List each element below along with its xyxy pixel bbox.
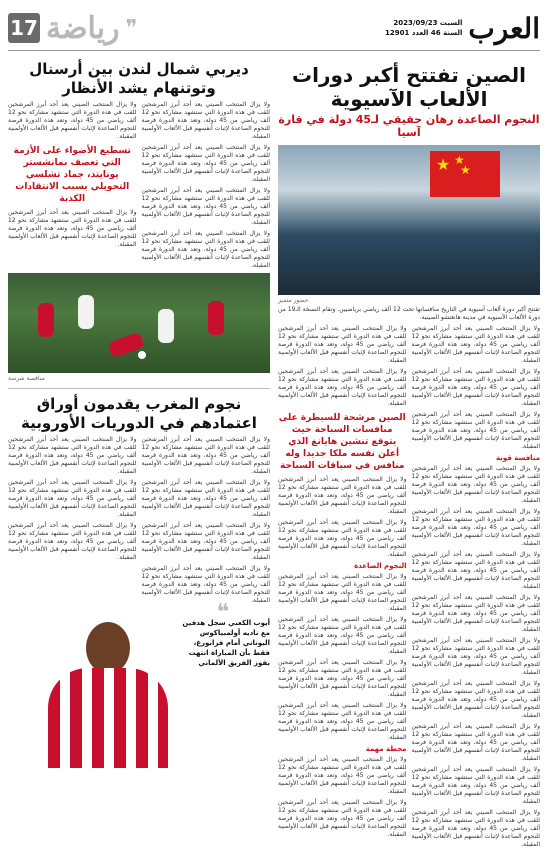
derby-col-1 [142, 101, 271, 273]
derby-body [8, 101, 270, 273]
morocco-headline: نجوم المغرب يقدمون أوراق اعتمادهم في الدوريات الأوروبية [21, 395, 257, 432]
page-number: 17 [8, 13, 40, 43]
main-photo [278, 145, 540, 295]
quote-icon: ❞ [125, 15, 138, 41]
pullquote-text: أيوب الكعبي سجل هدفين مع ناديه أولمبياكوس اليوناني أمام فرابورغ، فقط بأن المباراة انتهت بفوز الفريق الألماني [182, 619, 270, 667]
body-paragraph: ولا يزال المنتخب الصيني يعد أحد أبرز المرشحين للقب في هذه الدورة التي ستشهد مشاركة نحو 12 ألف رياضي من 45 دولة، وتعد هذه الدورة فرصة للنجوم الصاعدة لإثبات أنفسهم قبل الألعاب الأولمبية المقبلة. [141, 187, 270, 226]
body-paragraph: ولا يزال المنتخب الصيني يعد أحد أبرز المرشحين للقب في هذه الدورة التي ستشهد مشاركة نحو 12 ألف رياضي من 45 دولة، وتعد هذه الدورة فرصة للنجوم الصاعدة لإثبات أنفسهم قبل الألعاب الأولمبية المقبلة. [411, 551, 540, 590]
player-figure [38, 303, 54, 337]
body-paragraph: ولا يزال المنتخب الصيني يعد أحد أبرز المرشحين للقب في هذه الدورة التي ستشهد مشاركة نحو 12 ألف رياضي من 45 دولة، وتعد هذه الدورة فرصة للنجوم الصاعدة لإثبات أنفسهم قبل الألعاب الأولمبية المقبلة. [278, 616, 407, 655]
body-paragraph: ولا يزال المنتخب الصيني يعد أحد أبرز المرشحين للقب في هذه الدورة التي ستشهد مشاركة نحو 12 ألف رياضي من 45 دولة، وتعد هذه الدورة فرصة للنجوم الصاعدة لإثبات أنفسهم قبل الألعاب الأولمبية المقبلة. [411, 680, 540, 719]
body-paragraph: ولا يزال المنتخب الصيني يعد أحد أبرز المرشحين للقب في هذه الدورة التي ستشهد مشاركة نحو 12 ألف رياضي من 45 دولة، وتعد هذه الدورة فرصة للنجوم الصاعدة لإثبات أنفسهم قبل الألعاب الأولمبية المقبلة. [141, 436, 270, 475]
derby-headline: ديربي شمال لندن بين أرسنال وتوتنهام يشد الأنظار [29, 60, 249, 97]
body-paragraph: ولا يزال المنتخب الصيني يعد أحد أبرز المرشحين للقب في هذه الدورة التي ستشهد مشاركة نحو 12 ألف رياضي من 45 دولة، وتعد هذه الدورة فرصة للنجوم الصاعدة لإثبات أنفسهم قبل الألعاب الأولمبية المقبلة. [141, 144, 270, 183]
body-paragraph: ولا يزال المنتخب الصيني يعد أحد أبرز المرشحين للقب في هذه الدورة التي ستشهد مشاركة نحو 12 ألف رياضي من 45 دولة، وتعد هذه الدورة فرصة للنجوم الصاعدة لإثبات أنفسهم قبل الألعاب الأولمبية المقبلة. [278, 325, 407, 364]
swimming-box: الصين مرشحة للسيطرة على منافسات السباحة حيث يتوقع تنشين هايانغ الذي أعلن نفسه ملكا جديدا وله منافس في سباقات السباحة [278, 413, 406, 471]
body-paragraph: ولا يزال المنتخب الصيني يعد أحد أبرز المرشحين للقب في هذه الدورة التي ستشهد مشاركة نحو 12 ألف رياضي من 45 دولة، وتعد هذه الدورة فرصة للنجوم الصاعدة لإثبات أنفسهم قبل الألعاب الأولمبية المقبلة. [141, 101, 270, 140]
body-paragraph: ولا يزال المنتخب الصيني يعد أحد أبرز المرشحين للقب في هذه الدورة التي ستشهد مشاركة نحو 12 ألف رياضي من 45 دولة، وتعد هذه الدورة فرصة للنجوم الصاعدة لإثبات أنفسهم قبل الألعاب الأولمبية المقبلة. [141, 522, 270, 561]
body-paragraph: ولا يزال المنتخب الصيني يعد أحد أبرز المرشحين للقب في هذه الدورة التي ستشهد مشاركة نحو 12 ألف رياضي من 45 دولة، وتعد هذه الدورة فرصة للنجوم الصاعدة لإثبات أنفسهم قبل الألعاب الأولمبية المقبلة. [411, 508, 540, 547]
main-body-columns [278, 325, 540, 852]
quote-icon: ❝ [216, 600, 230, 625]
body-paragraph: ولا يزال المنتخب الصيني يعد أحد أبرز المرشحين للقب في هذه الدورة التي ستشهد مشاركة نحو 12 ألف رياضي من 45 دولة، وتعد هذه الدورة فرصة للنجوم الصاعدة لإثبات أنفسهم قبل الألعاب الأولمبية المقبلة. [278, 799, 407, 838]
body-paragraph: ولا يزال المنتخب الصيني يعد أحد أبرز المرشحين للقب في هذه الدورة التي ستشهد مشاركة نحو 12 ألف رياضي من 45 دولة، وتعد هذه الدورة فرصة للنجوم الصاعدة لإثبات أنفسهم قبل الألعاب الأولمبية المقبلة. [411, 368, 540, 407]
body-paragraph: ولا يزال المنتخب الصيني يعد أحد أبرز المرشحين للقب في هذه الدورة التي ستشهد مشاركة نحو 12 ألف رياضي من 45 دولة، وتعد هذه الدورة فرصة للنجوم الصاعدة لإثبات أنفسهم قبل الألعاب الأولمبية المقبلة. [278, 659, 407, 698]
main-subheadline: النجوم الصاعدة رهان حقيقي لـ45 دولة في قارة آسيا [278, 113, 540, 139]
player-jersey [48, 668, 168, 768]
issue-number: السنة 46 العدد 12901 [385, 29, 463, 37]
page-columns [8, 57, 540, 852]
body-paragraph: ولا يزال المنتخب الصيني يعد أحد أبرز المرشحين للقب في هذه الدورة التي ستشهد مشاركة نحو 12 ألف رياضي من 45 دولة، وتعد هذه الدورة فرصة للنجوم الصاعدة لإثبات أنفسهم قبل الألعاب الأولمبية المقبلة. [278, 476, 407, 515]
body-col-1 [412, 325, 541, 852]
body-paragraph: ولا يزال المنتخب الصيني يعد أحد أبرز المرشحين للقب في هذه الدورة التي ستشهد مشاركة نحو 12 ألف رياضي من 45 دولة، وتعد هذه الدورة فرصة للنجوم الصاعدة لإثبات أنفسهم قبل الألعاب الأولمبية المقبلة. [8, 209, 137, 248]
player-figure [208, 301, 224, 335]
section-block [8, 11, 137, 46]
body-paragraph: ولا يزال المنتخب الصيني يعد أحد أبرز المرشحين للقب في هذه الدورة التي ستشهد مشاركة نحو 12 ألف رياضي من 45 دولة، وتعد هذه الدورة فرصة للنجوم الصاعدة لإثبات أنفسهم قبل الألعاب الأولمبية المقبلة. [141, 565, 270, 604]
body-paragraph: ولا يزال المنتخب الصيني يعد أحد أبرز المرشحين للقب في هذه الدورة التي ستشهد مشاركة نحو 12 ألف رياضي من 45 دولة، وتعد هذه الدورة فرصة للنجوم الصاعدة لإثبات أنفسهم قبل الألعاب الأولمبية المقبلة. [8, 522, 137, 561]
section-title: رياضة [46, 10, 120, 46]
player-figure [158, 309, 174, 343]
body-paragraph: ولا يزال المنتخب الصيني يعد أحد أبرز المرشحين للقب في هذه الدورة التي ستشهد مشاركة نحو 12 ألف رياضي من 45 دولة، وتعد هذه الدورة فرصة للنجوم الصاعدة لإثبات أنفسهم قبل الألعاب الأولمبية المقبلة. [411, 809, 540, 848]
body-paragraph: ولا يزال المنتخب الصيني يعد أحد أبرز المرشحين للقب في هذه الدورة التي ستشهد مشاركة نحو 12 ألف رياضي من 45 دولة، وتعد هذه الدورة فرصة للنجوم الصاعدة لإثبات أنفسهم قبل الألعاب الأولمبية المقبلة. [141, 479, 270, 518]
ball [138, 351, 146, 359]
main-story [278, 57, 540, 852]
side-stories [8, 57, 270, 852]
body-paragraph: ولا يزال المنتخب الصيني يعد أحد أبرز المرشحين للقب في هذه الدورة التي ستشهد مشاركة نحو 12 ألف رياضي من 45 دولة، وتعد هذه الدورة فرصة للنجوم الصاعدة لإثبات أنفسهم قبل الألعاب الأولمبية المقبلة. [8, 101, 137, 140]
derby-photo [8, 273, 270, 373]
main-lead [278, 306, 540, 322]
subhead-rising-stars: النجوم الصاعدة [354, 562, 407, 570]
body-paragraph: ولا يزال المنتخب الصيني يعد أحد أبرز المرشحين للقب في هذه الدورة التي ستشهد مشاركة نحو 12 ألف رياضي من 45 دولة، وتعد هذه الدورة فرصة للنجوم الصاعدة لإثبات أنفسهم قبل الألعاب الأولمبية المقبلة. [8, 479, 137, 518]
player-figure [78, 295, 94, 329]
derby-col-2 [8, 101, 137, 273]
divider [8, 388, 270, 389]
body-col-2 [278, 325, 407, 852]
subhead-milestone: محطة مهمة [365, 745, 407, 753]
subhead-competition: منافسة قوية [495, 454, 540, 462]
brand-block [385, 12, 540, 45]
morocco-col-2 [8, 436, 137, 608]
morocco-pullquote [176, 600, 270, 668]
body-paragraph: ولا يزال المنتخب الصيني يعد أحد أبرز المرشحين للقب في هذه الدورة التي ستشهد مشاركة نحو 12 ألف رياضي من 45 دولة، وتعد هذه الدورة فرصة للنجوم الصاعدة لإثبات أنفسهم قبل الألعاب الأولمبية المقبلة. [411, 723, 540, 762]
body-paragraph: ولا يزال المنتخب الصيني يعد أحد أبرز المرشحين للقب في هذه الدورة التي ستشهد مشاركة نحو 12 ألف رياضي من 45 دولة، وتعد هذه الدورة فرصة للنجوم الصاعدة لإثبات أنفسهم قبل الألعاب الأولمبية المقبلة. [141, 230, 270, 269]
derby-pullquote: تسطيع الأضواء على الأزمة التي تعصف بمانشستر يونايتد، جماد تشلسي التحويلي بسبب الانتقادات الكذبة [13, 146, 131, 204]
derby-photo-caption: منافسة شرسة [8, 375, 45, 382]
morocco-body [8, 436, 270, 608]
newspaper-logo: العرب [468, 11, 540, 45]
player-face [86, 622, 130, 674]
body-paragraph: ولا يزال المنتخب الصيني يعد أحد أبرز المرشحين للقب في هذه الدورة التي ستشهد مشاركة نحو 12 ألف رياضي من 45 دولة، وتعد هذه الدورة فرصة للنجوم الصاعدة لإثبات أنفسهم قبل الألعاب الأولمبية المقبلة. [411, 766, 540, 805]
body-paragraph: ولا يزال المنتخب الصيني يعد أحد أبرز المرشحين للقب في هذه الدورة التي ستشهد مشاركة نحو 12 ألف رياضي من 45 دولة، وتعد هذه الدورة فرصة للنجوم الصاعدة لإثبات أنفسهم قبل الألعاب الأولمبية المقبلة. [278, 368, 407, 407]
body-paragraph: ولا يزال المنتخب الصيني يعد أحد أبرز المرشحين للقب في هذه الدورة التي ستشهد مشاركة نحو 12 ألف رياضي من 45 دولة، وتعد هذه الدورة فرصة للنجوم الصاعدة لإثبات أنفسهم قبل الألعاب الأولمبية المقبلة. [278, 756, 407, 795]
body-paragraph: ولا يزال المنتخب الصيني يعد أحد أبرز المرشحين للقب في هذه الدورة التي ستشهد مشاركة نحو 12 ألف رياضي من 45 دولة، وتعد هذه الدورة فرصة للنجوم الصاعدة لإثبات أنفسهم قبل الألعاب الأولمبية المقبلة. [411, 411, 540, 450]
body-paragraph: ولا يزال المنتخب الصيني يعد أحد أبرز المرشحين للقب في هذه الدورة التي ستشهد مشاركة نحو 12 ألف رياضي من 45 دولة، وتعد هذه الدورة فرصة للنجوم الصاعدة لإثبات أنفسهم قبل الألعاب الأولمبية المقبلة. [411, 637, 540, 676]
body-paragraph: ولا يزال المنتخب الصيني يعد أحد أبرز المرشحين للقب في هذه الدورة التي ستشهد مشاركة نحو 12 ألف رياضي من 45 دولة، وتعد هذه الدورة فرصة للنجوم الصاعدة لإثبات أنفسهم قبل الألعاب الأولمبية المقبلة. [8, 436, 137, 475]
body-paragraph: ولا يزال المنتخب الصيني يعد أحد أبرز المرشحين للقب في هذه الدورة التي ستشهد مشاركة نحو 12 ألف رياضي من 45 دولة، وتعد هذه الدورة فرصة للنجوم الصاعدة لإثبات أنفسهم قبل الألعاب الأولمبية المقبلة. [411, 594, 540, 633]
body-paragraph: ولا يزال المنتخب الصيني يعد أحد أبرز المرشحين للقب في هذه الدورة التي ستشهد مشاركة نحو 12 ألف رياضي من 45 دولة، وتعد هذه الدورة فرصة للنجوم الصاعدة لإثبات أنفسهم قبل الألعاب الأولمبية المقبلة. [278, 519, 407, 558]
body-paragraph: ولا يزال المنتخب الصيني يعد أحد أبرز المرشحين للقب في هذه الدورة التي ستشهد مشاركة نحو 12 ألف رياضي من 45 دولة، وتعد هذه الدورة فرصة للنجوم الصاعدة لإثبات أنفسهم قبل الألعاب الأولمبية المقبلة. [278, 573, 407, 612]
body-paragraph: ولا يزال المنتخب الصيني يعد أحد أبرز المرشحين للقب في هذه الدورة التي ستشهد مشاركة نحو 12 ألف رياضي من 45 دولة، وتعد هذه الدورة فرصة للنجوم الصاعدة لإثبات أنفسهم قبل الألعاب الأولمبية المقبلة. [278, 702, 407, 741]
body-paragraph: ولا يزال المنتخب الصيني يعد أحد أبرز المرشحين للقب في هذه الدورة التي ستشهد مشاركة نحو 12 ألف رياضي من 45 دولة، وتعد هذه الدورة فرصة للنجوم الصاعدة لإثبات أنفسهم قبل الألعاب الأولمبية المقبلة. [411, 325, 540, 364]
china-flag-graphic: ★ ★ ★ [430, 151, 500, 197]
main-headline: الصين تفتتح أكبر دورات الألعاب الآسيوية [291, 63, 527, 111]
body-paragraph: ولا يزال المنتخب الصيني يعد أحد أبرز المرشحين للقب في هذه الدورة التي ستشهد مشاركة نحو 12 ألف رياضي من 45 دولة، وتعد هذه الدورة فرصة للنجوم الصاعدة لإثبات أنفسهم قبل الألعاب الأولمبية المقبلة. [411, 465, 540, 504]
issue-info [385, 18, 462, 38]
lead-paragraph: تفتتح أكبر دورة ألعاب آسيوية في التاريخ منافساتها تحت 12 ألف رياضي برياضيين. وتقام النسخة الـ19 من دورة الألعاب الآسيوية في مدينة هانغتشو الصينية. [278, 306, 540, 321]
masthead [8, 6, 540, 51]
photo-caption: حضور متميز [278, 297, 309, 304]
morocco-col-1 [142, 436, 271, 608]
player-portrait [8, 600, 270, 768]
issue-date: السبت 2023/09/23 [393, 19, 463, 27]
